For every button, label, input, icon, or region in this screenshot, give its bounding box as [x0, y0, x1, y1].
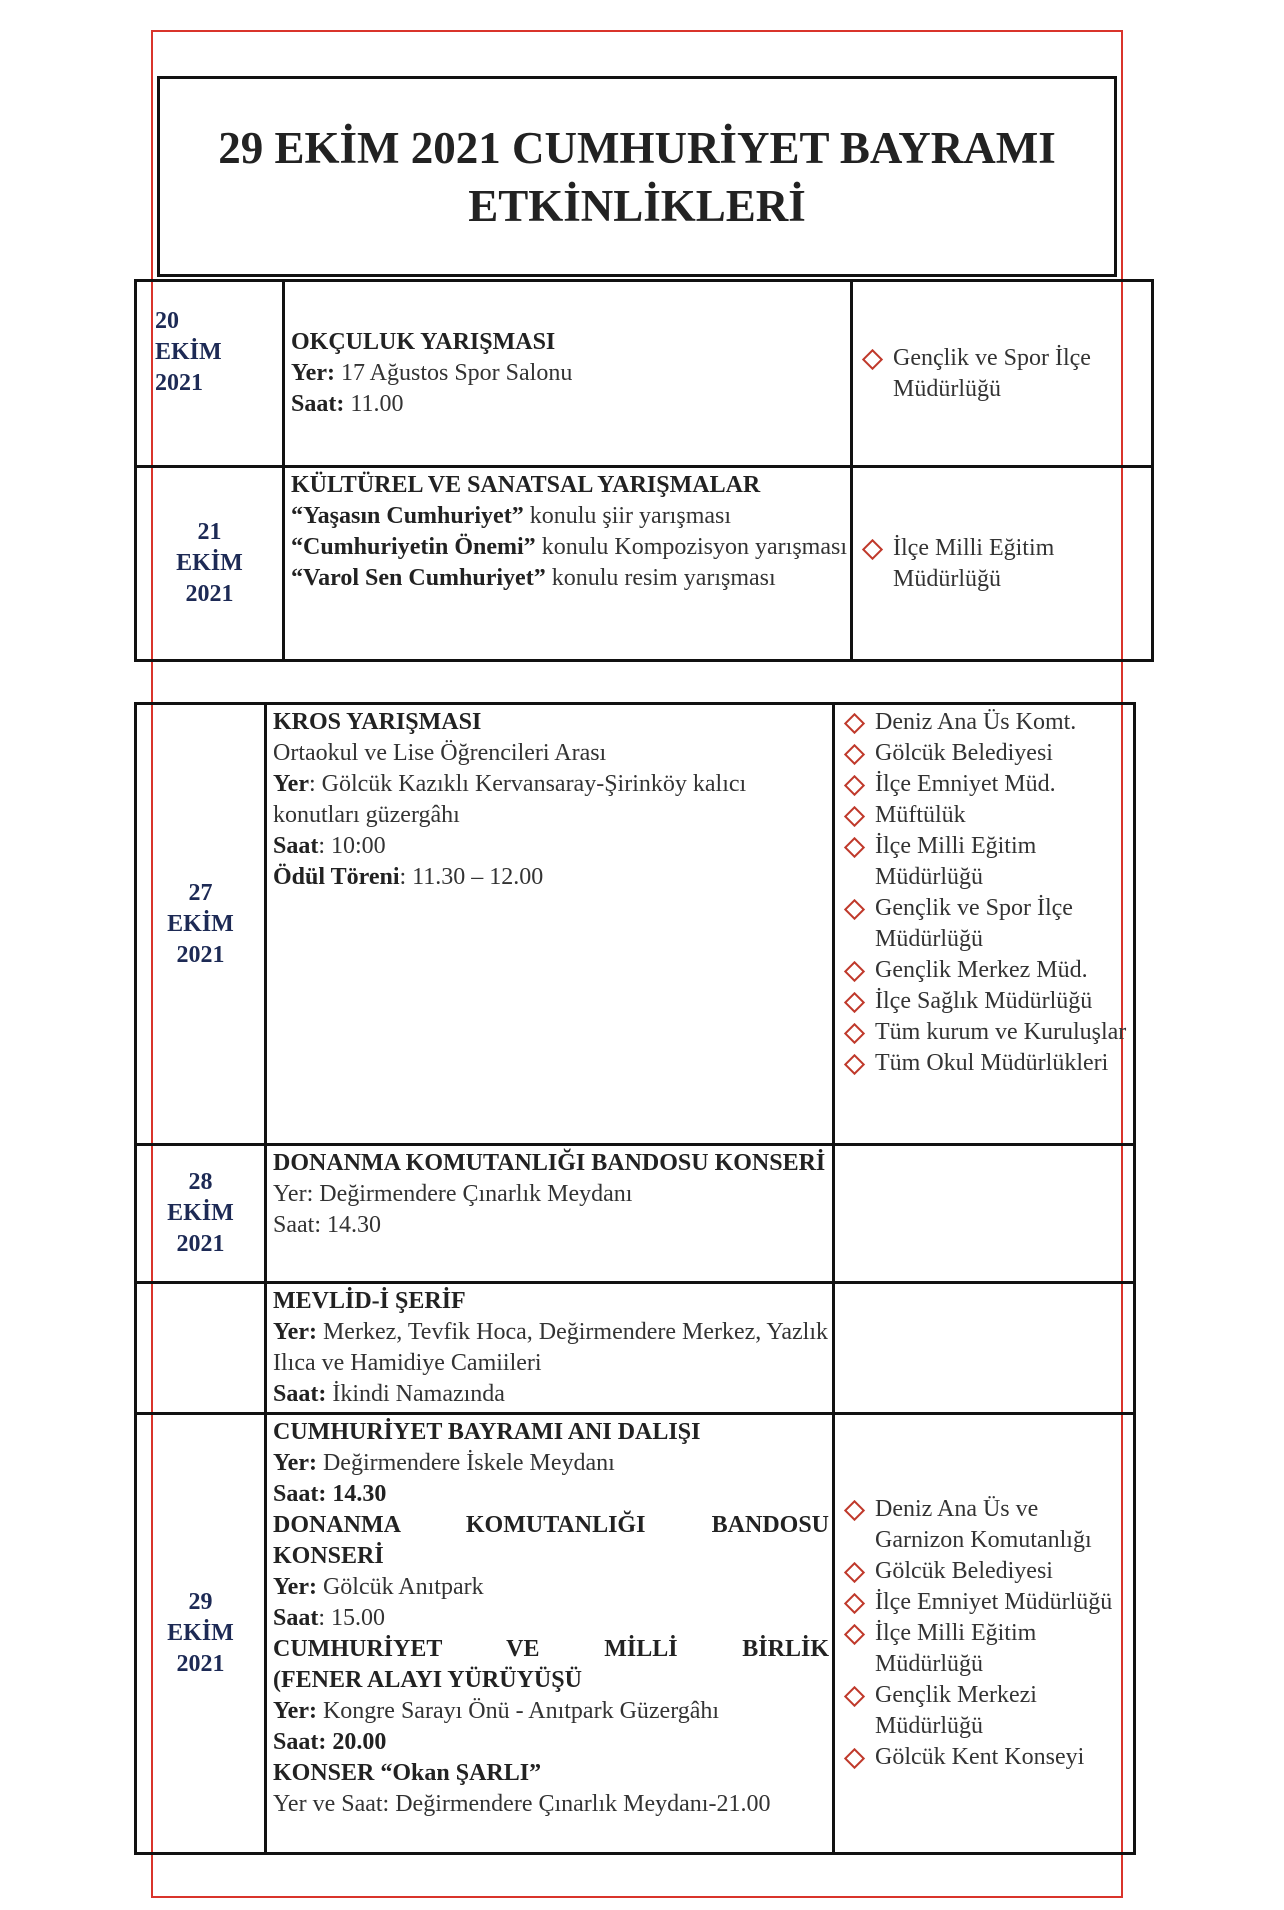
organizer-item [841, 831, 1133, 893]
event-text: Yer: Değirmendere Çınarlık Meydanı [273, 1181, 633, 1207]
organizer-item [841, 769, 1133, 800]
organizer-item [841, 1742, 1133, 1773]
organizer-item [841, 1494, 1133, 1556]
organizer-name: Tüm Okul Müdürlükleri [875, 1050, 1109, 1076]
event-line [273, 1448, 829, 1479]
date-text: EKİM [167, 1620, 234, 1646]
event-line [273, 862, 829, 893]
organizer-item [841, 893, 1133, 955]
diamond-bullet-icon [844, 713, 865, 734]
organizer-list [841, 1494, 1133, 1773]
diamond-bullet-icon [844, 1023, 865, 1044]
organizer-item [841, 1048, 1133, 1079]
table-row [136, 467, 1153, 661]
event-cell [266, 1145, 834, 1283]
organizer-name: İlçe Milli Eğitim Müdürlüğü [875, 1620, 1037, 1677]
organizer-item [841, 1618, 1133, 1680]
event-text: Kongre Sarayı Önü - Anıtpark Güzergâhı [316, 1698, 720, 1724]
event-label-bold: Saat: 14.30 [273, 1481, 387, 1507]
event-cell [266, 704, 834, 1145]
organizer-cell [834, 1283, 1135, 1414]
date-text: 20 [155, 308, 179, 334]
event-text: : 11.30 – 12.00 [399, 864, 544, 890]
event-line [273, 1179, 829, 1210]
organizer-item [841, 800, 1133, 831]
event-text: konulu Kompozisyon yarışması [535, 534, 847, 560]
organizer-item [841, 738, 1133, 769]
event-line [273, 1572, 829, 1603]
organizer-item [841, 707, 1133, 738]
event-label-bold: (FENER ALAYI YÜRÜYÜŞÜ [273, 1667, 582, 1693]
date-text: 2021 [176, 1651, 225, 1677]
event-label-bold: DONANMA KOMUTANLIĞI BANDOSU KONSERİ [273, 1150, 826, 1176]
event-cell [284, 281, 852, 467]
event-line [273, 1727, 829, 1758]
diamond-bullet-icon [844, 1593, 865, 1614]
event-line [273, 1789, 829, 1820]
schedule-table-1 [134, 279, 1154, 662]
event-text: Değirmendere İskele Meydanı [316, 1450, 615, 1476]
event-label-bold: Yer: [273, 1698, 317, 1724]
event-line [291, 470, 847, 501]
event-text: İkindi Namazında [326, 1381, 505, 1407]
title-box [157, 76, 1117, 277]
date-text: 2021 [176, 1231, 225, 1257]
event-line [273, 738, 829, 769]
diamond-bullet-icon [844, 961, 865, 982]
organizer-name: Gençlik Merkez Müd. [875, 957, 1088, 983]
organizer-name: İlçe Milli Eğitim Müdürlüğü [893, 534, 1055, 592]
event-label-bold: Yer: [273, 1450, 317, 1476]
event-label-bold: MEVLİD-İ ŞERİF [273, 1288, 466, 1314]
event-label-bold: “Varol Sen Cumhuriyet” [291, 565, 546, 591]
event-cell [284, 467, 852, 661]
organizer-name: Gölcük Belediyesi [875, 740, 1053, 766]
event-label-bold: Yer [273, 771, 309, 797]
event-text: konulu resim yarışması [545, 565, 776, 591]
event-line [273, 1286, 829, 1317]
event-label-bold: “Yaşasın Cumhuriyet” [291, 503, 524, 529]
organizer-item [841, 955, 1133, 986]
organizer-cell [834, 1145, 1135, 1283]
schedule-table-2 [134, 702, 1136, 1855]
date-text: 27 [188, 879, 213, 906]
event-line [273, 1317, 829, 1379]
event-text: Yer ve Saat: Değirmendere Çınarlık Meydanı-21.00 [273, 1791, 771, 1817]
event-line [273, 1758, 829, 1789]
event-label-bold: Saat: [273, 1381, 327, 1407]
event-line [273, 1479, 829, 1510]
event-line [291, 501, 847, 532]
diamond-bullet-icon [844, 992, 865, 1013]
event-line [291, 389, 847, 420]
date-text: EKİM [167, 1200, 234, 1226]
event-label-bold: Saat: [291, 391, 345, 417]
date-cell [136, 1414, 266, 1854]
date-text: 2021 [176, 941, 225, 968]
event-text: Gölcük Anıtpark [316, 1574, 484, 1600]
date-cell [136, 281, 284, 467]
organizer-cell [852, 467, 1153, 661]
date-text: EKİM [167, 910, 234, 937]
event-text: : 10:00 [318, 833, 386, 859]
event-text: 17 Ağustos Spor Salonu [334, 360, 573, 386]
date-text: 21 [197, 519, 222, 545]
organizer-name: Gençlik Merkezi Müdürlüğü [875, 1682, 1037, 1739]
organizer-name: Tüm kurum ve Kuruluşlar [875, 1019, 1127, 1045]
organizer-name: Gölcük Kent Konseyi [875, 1744, 1085, 1770]
event-line [291, 358, 847, 389]
event-label-bold: KONSER “Okan ŞARLI” [273, 1760, 542, 1786]
organizer-cell [834, 704, 1135, 1145]
event-label-bold: Yer: [273, 1574, 317, 1600]
date-cell [136, 704, 266, 1145]
event-line [273, 1541, 829, 1572]
event-label-bold: Saat [273, 833, 319, 859]
date-text: 28 [188, 1169, 213, 1195]
organizer-name: Gölcük Belediyesi [875, 1558, 1053, 1584]
event-label-bold: KÜLTÜREL VE SANATSAL YARIŞMALAR [291, 472, 761, 498]
event-label-bold: CUMHURİYET BAYRAMI ANI DALIŞI [273, 1419, 701, 1445]
event-line [291, 532, 847, 563]
event-line [273, 1379, 829, 1410]
diamond-bullet-icon [844, 1562, 865, 1583]
table-row [136, 1414, 1135, 1854]
organizer-item [841, 1587, 1133, 1618]
organizer-list [841, 707, 1133, 1079]
event-label-bold: KONSERİ [273, 1543, 384, 1569]
date-cell [136, 467, 284, 661]
organizer-item [841, 1680, 1133, 1742]
event-line [273, 1417, 829, 1448]
diamond-bullet-icon [862, 538, 883, 559]
date-text: 29 [188, 1589, 213, 1615]
event-text: : 15.00 [318, 1605, 386, 1631]
event-label-bold: KROS YARIŞMASI [273, 709, 482, 735]
date-text: EKİM [176, 550, 243, 576]
diamond-bullet-icon [844, 899, 865, 920]
date-text: EKİM [155, 339, 222, 365]
event-label-bold: OKÇULUK YARIŞMASI [291, 329, 556, 355]
organizer-item [859, 343, 1151, 405]
organizer-name: Deniz Ana Üs ve Garnizon Komutanlığı [875, 1496, 1092, 1553]
event-label-bold: Yer: [273, 1319, 317, 1345]
event-text: Saat: 14.30 [273, 1212, 381, 1238]
page-title: 29 EKİM 2021 CUMHURİYET BAYRAMI ETKİNLİKLERİ [218, 122, 1056, 231]
organizer-name: Müftülük [875, 802, 966, 828]
date-text: 2021 [155, 370, 203, 396]
organizer-name: Gençlik ve Spor İlçe Müdürlüğü [893, 344, 1091, 402]
diamond-bullet-icon [844, 1748, 865, 1769]
organizer-item [841, 986, 1133, 1017]
event-label-bold: Yer: [291, 360, 335, 386]
table-row [136, 1145, 1135, 1283]
diamond-bullet-icon [844, 744, 865, 765]
event-label-bold: “Cumhuriyetin Önemi” [291, 534, 536, 560]
diamond-bullet-icon [844, 775, 865, 796]
event-text: Ortaokul ve Lise Öğrencileri Arası [273, 740, 607, 766]
organizer-name: Deniz Ana Üs Komt. [875, 709, 1077, 735]
event-cell [266, 1283, 834, 1414]
event-line [273, 831, 829, 862]
organizer-name: İlçe Milli Eğitim Müdürlüğü [875, 833, 1037, 890]
event-label-bold: Ödül Töreni [273, 864, 400, 890]
organizer-name: Gençlik ve Spor İlçe Müdürlüğü [875, 895, 1073, 952]
organizer-cell [834, 1414, 1135, 1854]
table-row [136, 704, 1135, 1145]
organizer-cell [852, 281, 1153, 467]
event-label-bold: DONANMA KOMUTANLIĞI BANDOSU [273, 1512, 829, 1538]
event-label-bold: CUMHURİYET VE MİLLİ BİRLİK [273, 1636, 829, 1662]
diamond-bullet-icon [844, 1686, 865, 1707]
event-line [273, 1510, 829, 1541]
event-line [273, 1210, 829, 1241]
event-text: konulu şiir yarışması [523, 503, 732, 529]
organizer-name: İlçe Emniyet Müd. [875, 771, 1056, 797]
event-label-bold: Saat: 20.00 [273, 1729, 387, 1755]
organizer-list [859, 533, 1151, 595]
table-row [136, 281, 1153, 467]
event-line [273, 1148, 829, 1179]
diamond-bullet-icon [844, 1500, 865, 1521]
event-cell [266, 1414, 834, 1854]
event-line [291, 563, 847, 594]
diamond-bullet-icon [862, 348, 883, 369]
event-line [273, 1603, 829, 1634]
event-line [273, 1665, 829, 1696]
event-line [273, 769, 829, 831]
organizer-name: İlçe Emniyet Müdürlüğü [875, 1589, 1113, 1615]
event-label-bold: Saat [273, 1605, 319, 1631]
event-text: 11.00 [344, 391, 404, 417]
organizer-list [859, 343, 1151, 405]
date-text: 2021 [185, 581, 234, 607]
event-line [273, 1696, 829, 1727]
diamond-bullet-icon [844, 1054, 865, 1075]
organizer-item [841, 1017, 1133, 1048]
organizer-item [841, 1556, 1133, 1587]
event-line [273, 707, 829, 738]
diamond-bullet-icon [844, 837, 865, 858]
diamond-bullet-icon [844, 1624, 865, 1645]
event-text: : Gölcük Kazıklı Kervansaray-Şirinköy kalıcı konutları güzergâhı [273, 771, 747, 828]
date-cell [136, 1145, 266, 1283]
organizer-name: İlçe Sağlık Müdürlüğü [875, 988, 1093, 1014]
diamond-bullet-icon [844, 806, 865, 827]
date-cell [136, 1283, 266, 1414]
organizer-item [859, 533, 1151, 595]
table-row [136, 1283, 1135, 1414]
event-line [291, 327, 847, 358]
event-line [273, 1634, 829, 1665]
event-text: Merkez, Tevfik Hoca, Değirmendere Merkez, Yazlık Ilıca ve Hamidiye Camiileri [273, 1319, 828, 1376]
